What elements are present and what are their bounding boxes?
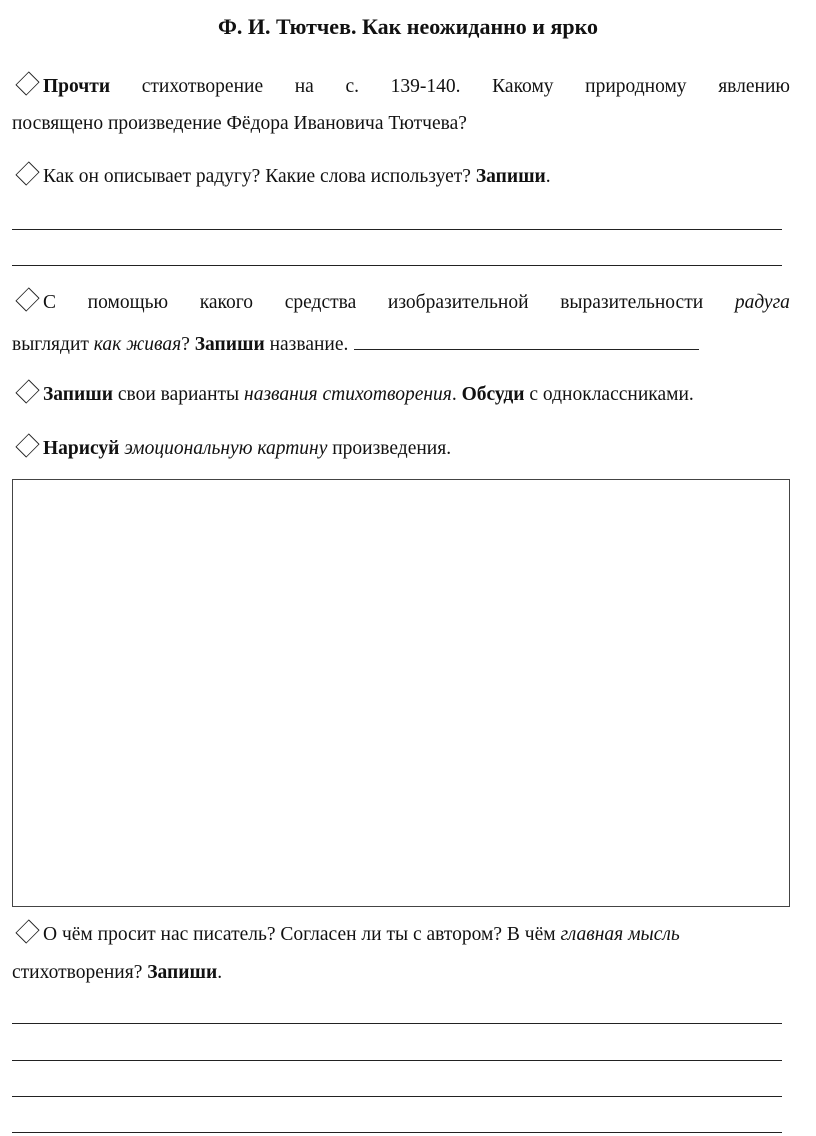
answer-line[interactable] xyxy=(12,229,782,230)
task2-verb: Запиши xyxy=(475,166,546,187)
answer-line[interactable] xyxy=(12,1023,782,1024)
diamond-icon xyxy=(15,433,39,457)
task3-line1 xyxy=(12,290,790,316)
task6-verb: Запиши xyxy=(147,962,218,983)
task1-word: явлению xyxy=(718,76,790,97)
page-title: Ф. И. Тютчев. Как неожиданно и ярко xyxy=(217,14,598,39)
task1-word: природному xyxy=(585,76,687,97)
task3-text: название. xyxy=(264,334,349,355)
answer-line[interactable] xyxy=(12,1060,782,1061)
task3-italic-word: радуга xyxy=(734,292,790,313)
task1-word: стихотворение xyxy=(141,76,264,97)
task1-word: Какому xyxy=(492,76,554,97)
task4-verb2: Обсуди xyxy=(461,384,525,405)
task4-line xyxy=(12,382,790,408)
task4-text: свои варианты xyxy=(112,384,245,405)
task3-word: изобразительной xyxy=(387,292,529,313)
task2-question xyxy=(12,164,790,190)
task1-word: 139-140. xyxy=(390,76,461,97)
task6-italic: главная мысль xyxy=(560,924,680,945)
task3-line2 xyxy=(12,331,790,358)
task6-line1 xyxy=(12,922,790,948)
answer-line[interactable] xyxy=(12,265,782,266)
task6-text: О чём просит нас писатель? Согласен ли ты с автором? В чём xyxy=(43,924,561,945)
answer-line[interactable] xyxy=(12,1132,782,1133)
task3-word: выразительности xyxy=(560,292,704,313)
diamond-icon xyxy=(15,71,39,95)
task3-verb: Запиши xyxy=(194,334,265,355)
task4-text: . xyxy=(451,384,462,405)
task2-text: Как он описывает радугу? Какие слова использует? xyxy=(43,166,476,187)
diamond-icon xyxy=(15,919,39,943)
task3-word: помощью xyxy=(87,292,169,313)
task2-end: . xyxy=(545,166,551,187)
task1-word: на xyxy=(294,76,314,97)
task1-line1 xyxy=(12,74,790,100)
diamond-icon xyxy=(15,379,39,403)
task1-line2: посвящено произведение Фёдора Ивановича Тютчева? xyxy=(12,113,467,134)
task3-word: С xyxy=(43,292,57,313)
task6-text: стихотворения? xyxy=(12,962,148,983)
task5-italic: эмоциональную картину xyxy=(124,438,328,459)
task5-verb: Нарисуй xyxy=(43,438,120,459)
answer-line[interactable] xyxy=(12,1096,782,1097)
task3-text: выглядит xyxy=(12,334,94,355)
task6-end: . xyxy=(217,962,223,983)
drawing-area[interactable] xyxy=(12,479,790,907)
task6-line2 xyxy=(12,960,790,986)
task3-word: какого xyxy=(199,292,254,313)
task1-verb: Прочти xyxy=(43,76,111,97)
task4-italic: названия стихотворения xyxy=(244,384,452,405)
task3-word: средства xyxy=(284,292,357,313)
task5-text: произведения. xyxy=(327,438,452,459)
diamond-icon xyxy=(15,161,39,185)
task4-text: с одноклассниками. xyxy=(524,384,694,405)
diamond-icon xyxy=(15,287,39,311)
task4-verb: Запиши xyxy=(43,384,113,405)
task1-word: с. xyxy=(345,76,360,97)
task5-line xyxy=(12,436,790,462)
task3-text: ? xyxy=(181,334,195,355)
task3-italic: как живая xyxy=(93,334,182,355)
answer-blank[interactable] xyxy=(354,331,699,350)
